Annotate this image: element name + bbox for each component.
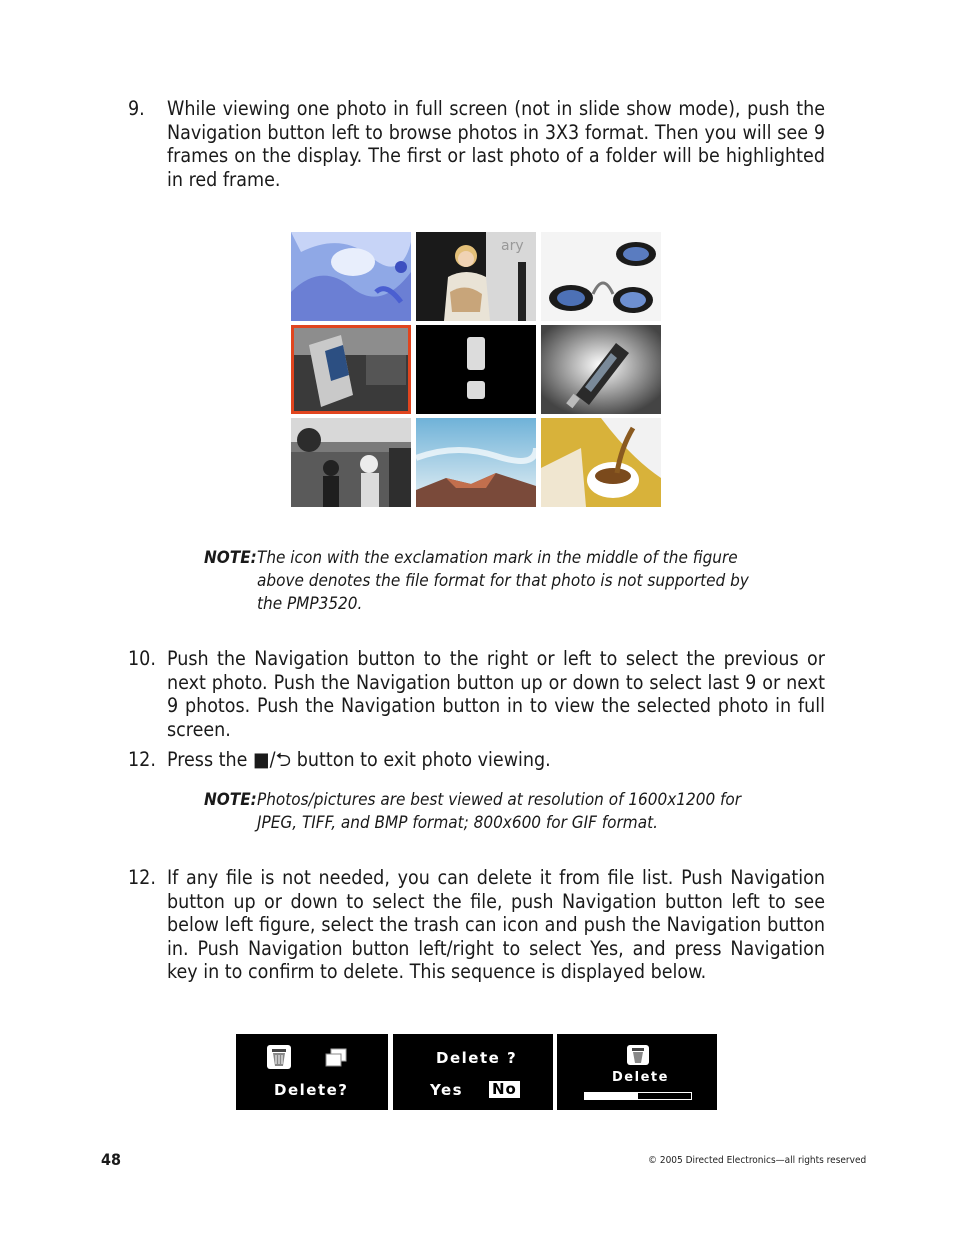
svg-text:ary: ary — [501, 238, 524, 254]
delete-panel-select — [236, 1034, 388, 1110]
trash-icon[interactable] — [266, 1044, 292, 1070]
delete-confirm-title: Delete ? — [436, 1049, 518, 1067]
step-text-before: Press the — [167, 748, 254, 771]
step-number: 12. — [128, 866, 156, 889]
stop-back-icon: ■/⮌ — [253, 748, 292, 771]
step-number: 12. — [128, 748, 156, 771]
note-resolution — [204, 789, 764, 835]
step-10 — [128, 647, 825, 741]
delete-prompt-label: Delete? — [274, 1081, 349, 1099]
note-label: NOTE: — [204, 548, 257, 568]
page-number: 48 — [101, 1150, 122, 1169]
note-label: NOTE: — [204, 790, 257, 810]
yes-option[interactable]: Yes — [430, 1081, 464, 1099]
photo-mountain-sky — [416, 418, 536, 507]
step-text: While viewing one photo in full screen (not in slide show mode), push the Navigation button left to browse photos in 3X3 format. Then you will see 9 frames on the display. The first or last photo of a folder will be highlighted in red frame. — [167, 97, 825, 191]
photo-media-player[interactable] — [291, 325, 411, 414]
delete-progress-bar — [584, 1092, 692, 1100]
copyright-notice: © 2005 Directed Electronics—all rights reserved — [648, 1155, 867, 1166]
step-number: 9. — [128, 97, 145, 120]
copy-icon[interactable] — [325, 1048, 347, 1068]
photo-coffee-pour — [541, 418, 661, 507]
note-text: The icon with the exclamation mark in the middle of the figure above denotes the file format for that photo is not supported by the PMP3520. — [257, 548, 749, 614]
step-12-exit — [128, 748, 825, 772]
photo-woman-portrait — [416, 232, 536, 321]
delete-panel-progress — [557, 1034, 717, 1110]
photo-unsupported-exclamation — [416, 325, 536, 414]
trash-icon — [626, 1044, 650, 1066]
no-option[interactable]: No — [489, 1081, 520, 1098]
photo-usb-player — [541, 325, 661, 414]
note-unsupported-format — [204, 547, 764, 616]
step-9 — [128, 97, 825, 191]
step-12-delete — [128, 866, 825, 984]
photo-headphones — [541, 232, 661, 321]
delete-progress-fill — [585, 1093, 638, 1099]
delete-panel-confirm — [393, 1034, 553, 1110]
deleting-label: Delete — [612, 1070, 669, 1085]
photo-cafe-street — [291, 418, 411, 507]
photo-abstract-blue — [291, 232, 411, 321]
step-text — [167, 748, 825, 772]
step-text: If any file is not needed, you can delete it from file list. Push Navigation button up or down to select the file, push Navigation button left to see below left figure, select the trash can icon and push the Navigation button in. Push Navigation button left/right to select Yes, and press Navigation key in to confirm to delete. This sequence is displayed below. — [167, 866, 825, 984]
note-text: Photos/pictures are best viewed at resolution of 1600x1200 for JPEG, TIFF, and BMP format; 800x600 for GIF format. — [257, 790, 742, 833]
step-number: 10. — [128, 647, 156, 670]
step-text: Push the Navigation button to the right or left to select the previous or next photo. Push the Navigation button up or down to select last 9 or next 9 photos. Push the Navigation button in to view the selected photo in full screen. — [167, 647, 825, 741]
photo-grid-3x3 — [291, 232, 663, 507]
step-text-after: button to exit photo viewing. — [291, 748, 551, 771]
